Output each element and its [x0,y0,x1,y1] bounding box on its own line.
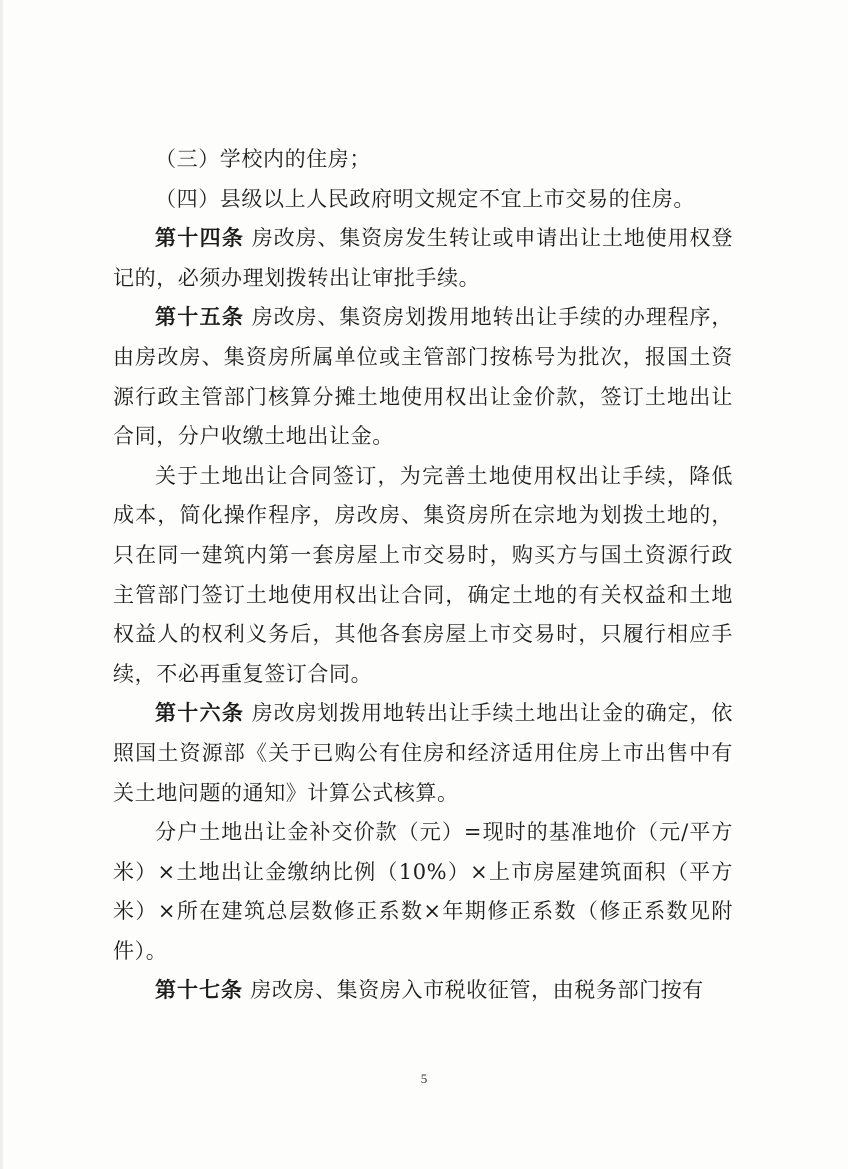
paragraph-text: （四）县级以上人民政府明文规定不宜上市交易的住房。 [155,186,695,211]
paragraph [113,694,733,813]
paragraph-text: 分户土地出让金补交价款（元）=现时的基准地价（元/平方米）×土地出让金缴纳比例（10%）×上市房屋建筑面积（平方米）×所在建筑总层数修正系数×年期修正系数（修正系数见附件）。 [113,820,733,963]
paragraph-text: 关于土地出让合同签订，为完善土地使用权出让手续，降低成本，简化操作程序，房改房、集资房所在宗地为划拨土地的，只在同一建筑内第一套房屋上市交易时，购买方与国土资源行政主管部门签订土地使用权出让合同，确定土地的有关权益和土地权益人的权利义务后，其他各套房屋上市交易时，只履行相应手续，不必再重复签订合同。 [113,463,733,686]
document-body [113,140,733,1011]
paragraph [113,813,733,971]
paragraph [113,140,733,180]
page-number: 5 [420,1071,428,1086]
article-heading: 第十六条 [155,701,245,726]
article-heading: 第十五条 [155,305,245,330]
paragraph-text: 房改房、集资房入市税收征管，由税务部门按有 [243,978,704,1003]
paragraph [113,971,733,1011]
article-heading: 第十七条 [155,978,243,1003]
paragraph-text: 房改房划拨用地转出让手续土地出让金的确定，依照国土资源部《关于已购公有住房和经济适用住房上市出售中有关土地问题的通知》计算公式核算。 [113,701,733,805]
paragraph-text: 房改房、集资房划拨用地转出让手续的办理程序，由房改房、集资房所属单位或主管部门按栋号为批次，报国土资源行政主管部门核算分摊土地使用权出让金价款，签订土地出让合同，分户收缴土地出让金。 [113,305,733,449]
paragraph [113,457,733,695]
article-heading: 第十四条 [155,226,245,251]
paragraph-text: 房改房、集资房发生转让或申请出让土地使用权登记的，必须办理划拨转出让审批手续。 [113,226,733,290]
paragraph-text: （三）学校内的住房； [155,147,371,171]
paragraph [113,298,733,456]
paragraph [113,219,733,298]
scan-edge [0,0,3,1169]
paragraph [113,180,733,220]
